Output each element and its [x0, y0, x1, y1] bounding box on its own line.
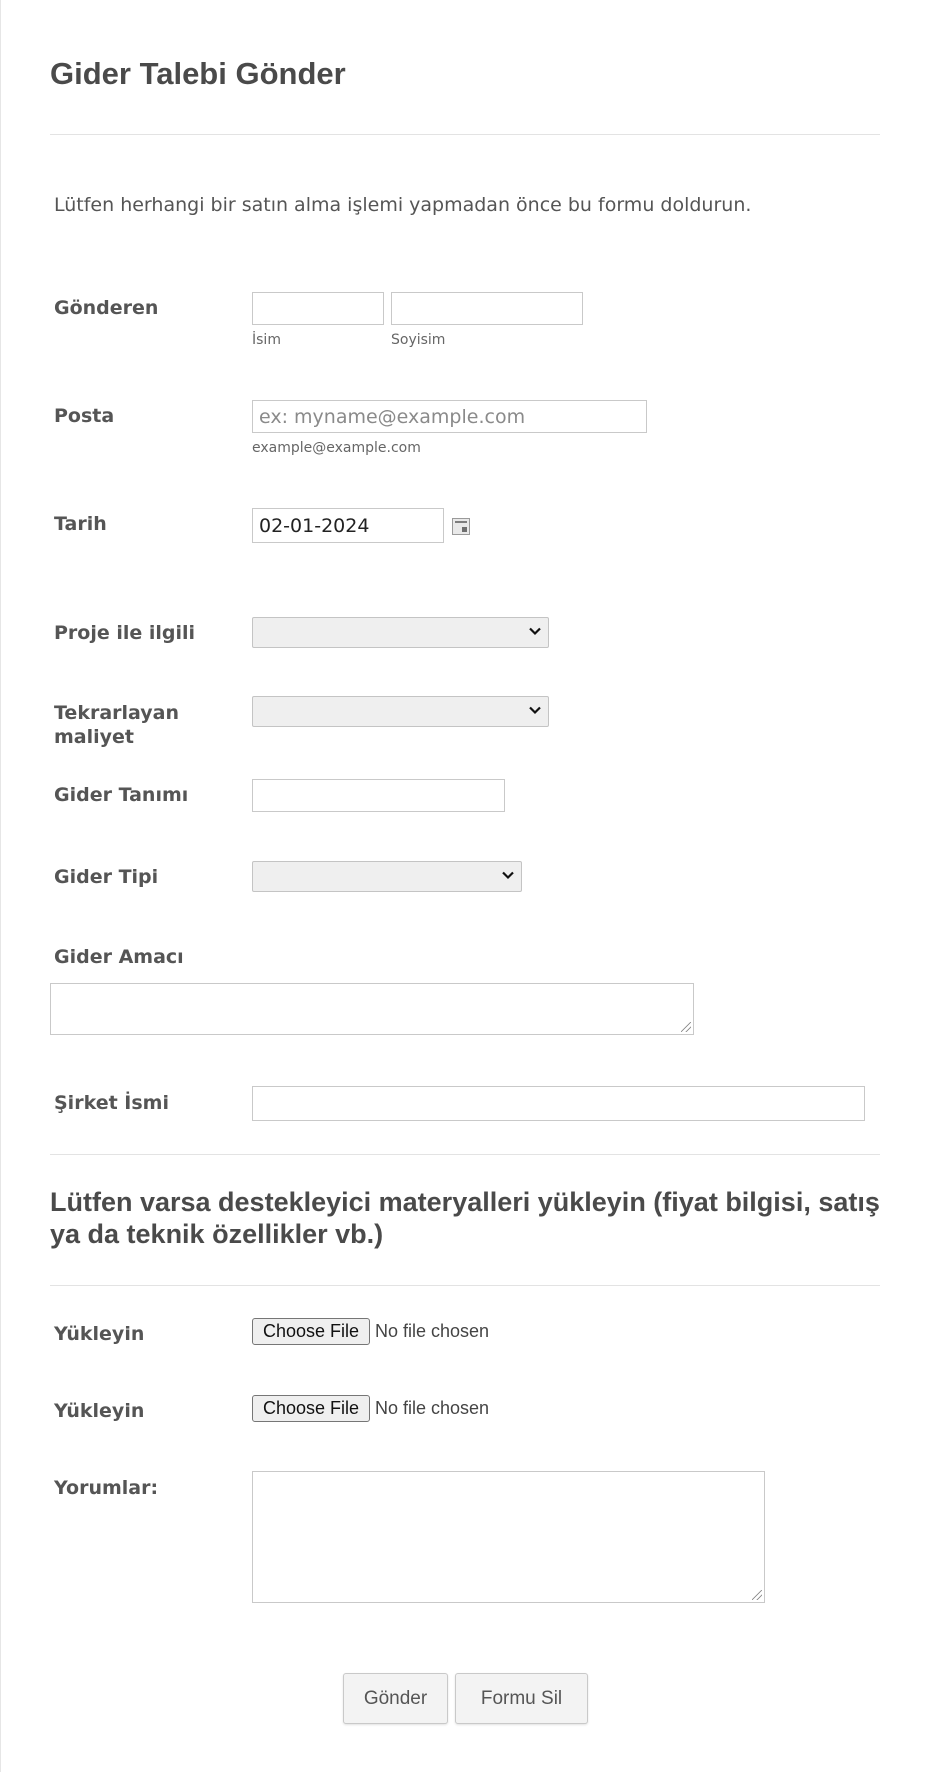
submit-button[interactable]: Gönder — [343, 1673, 448, 1724]
expense-type-select[interactable] — [252, 861, 522, 892]
file-status: No file chosen — [375, 1398, 490, 1418]
company-name-input[interactable] — [252, 1086, 865, 1121]
upload-label: Yükleyin — [54, 1323, 145, 1345]
expense-description-label: Gider Tanımı — [54, 784, 189, 806]
last-name-input[interactable] — [391, 292, 583, 325]
chevron-down-icon — [528, 624, 542, 638]
chevron-down-icon — [528, 703, 542, 717]
choose-file-button[interactable]: Choose File — [252, 1395, 370, 1422]
clear-form-button[interactable]: Formu Sil — [455, 1673, 588, 1724]
section-divider-top — [50, 1154, 880, 1155]
upload-label: Yükleyin — [54, 1400, 145, 1422]
recurring-label — [54, 701, 179, 749]
date-label: Tarih — [54, 513, 107, 535]
expense-description-input[interactable] — [252, 779, 505, 812]
recurring-label-line1: Tekrarlayan — [54, 702, 180, 724]
resize-handle-icon[interactable] — [681, 1022, 691, 1032]
uploads-section-title: Lütfen varsa destekleyici materyalleri yükleyin (fiyat bilgisi, satış ya da teknik özellikler vb.) — [50, 1187, 880, 1249]
form-intro: Lütfen herhangi bir satın alma işlemi yapmadan önce bu formu doldurun. — [54, 194, 752, 216]
email-sublabel: example@example.com — [252, 440, 421, 456]
first-name-sublabel: İsim — [252, 332, 281, 348]
email-field[interactable] — [252, 400, 647, 433]
company-name-label: Şirket İsmi — [54, 1092, 169, 1114]
comments-label: Yorumlar: — [54, 1477, 159, 1499]
file-status: No file chosen — [375, 1321, 490, 1341]
project-select[interactable] — [252, 617, 549, 648]
title-divider — [50, 134, 880, 135]
choose-file-button[interactable]: Choose File — [252, 1318, 370, 1345]
form-title: Gider Talebi Gönder — [50, 56, 346, 91]
expense-purpose-label: Gider Amacı — [54, 946, 184, 968]
recurring-label-line2: maliyet — [54, 726, 134, 748]
email-label: Posta — [54, 405, 115, 427]
project-label: Proje ile ilgili — [54, 622, 196, 644]
page-frame-line — [0, 0, 1, 1772]
sender-label: Gönderen — [54, 297, 159, 319]
resize-handle-icon[interactable] — [752, 1590, 762, 1600]
section-divider-bottom — [50, 1285, 880, 1286]
comments-textarea[interactable] — [252, 1471, 765, 1603]
last-name-sublabel: Soyisim — [391, 332, 446, 348]
calendar-icon[interactable] — [452, 518, 470, 535]
date-input[interactable] — [252, 508, 444, 543]
expense-type-label: Gider Tipi — [54, 866, 159, 888]
first-name-input[interactable] — [252, 292, 384, 325]
recurring-select[interactable] — [252, 696, 549, 727]
expense-purpose-textarea[interactable] — [50, 983, 694, 1035]
chevron-down-icon — [501, 868, 515, 882]
